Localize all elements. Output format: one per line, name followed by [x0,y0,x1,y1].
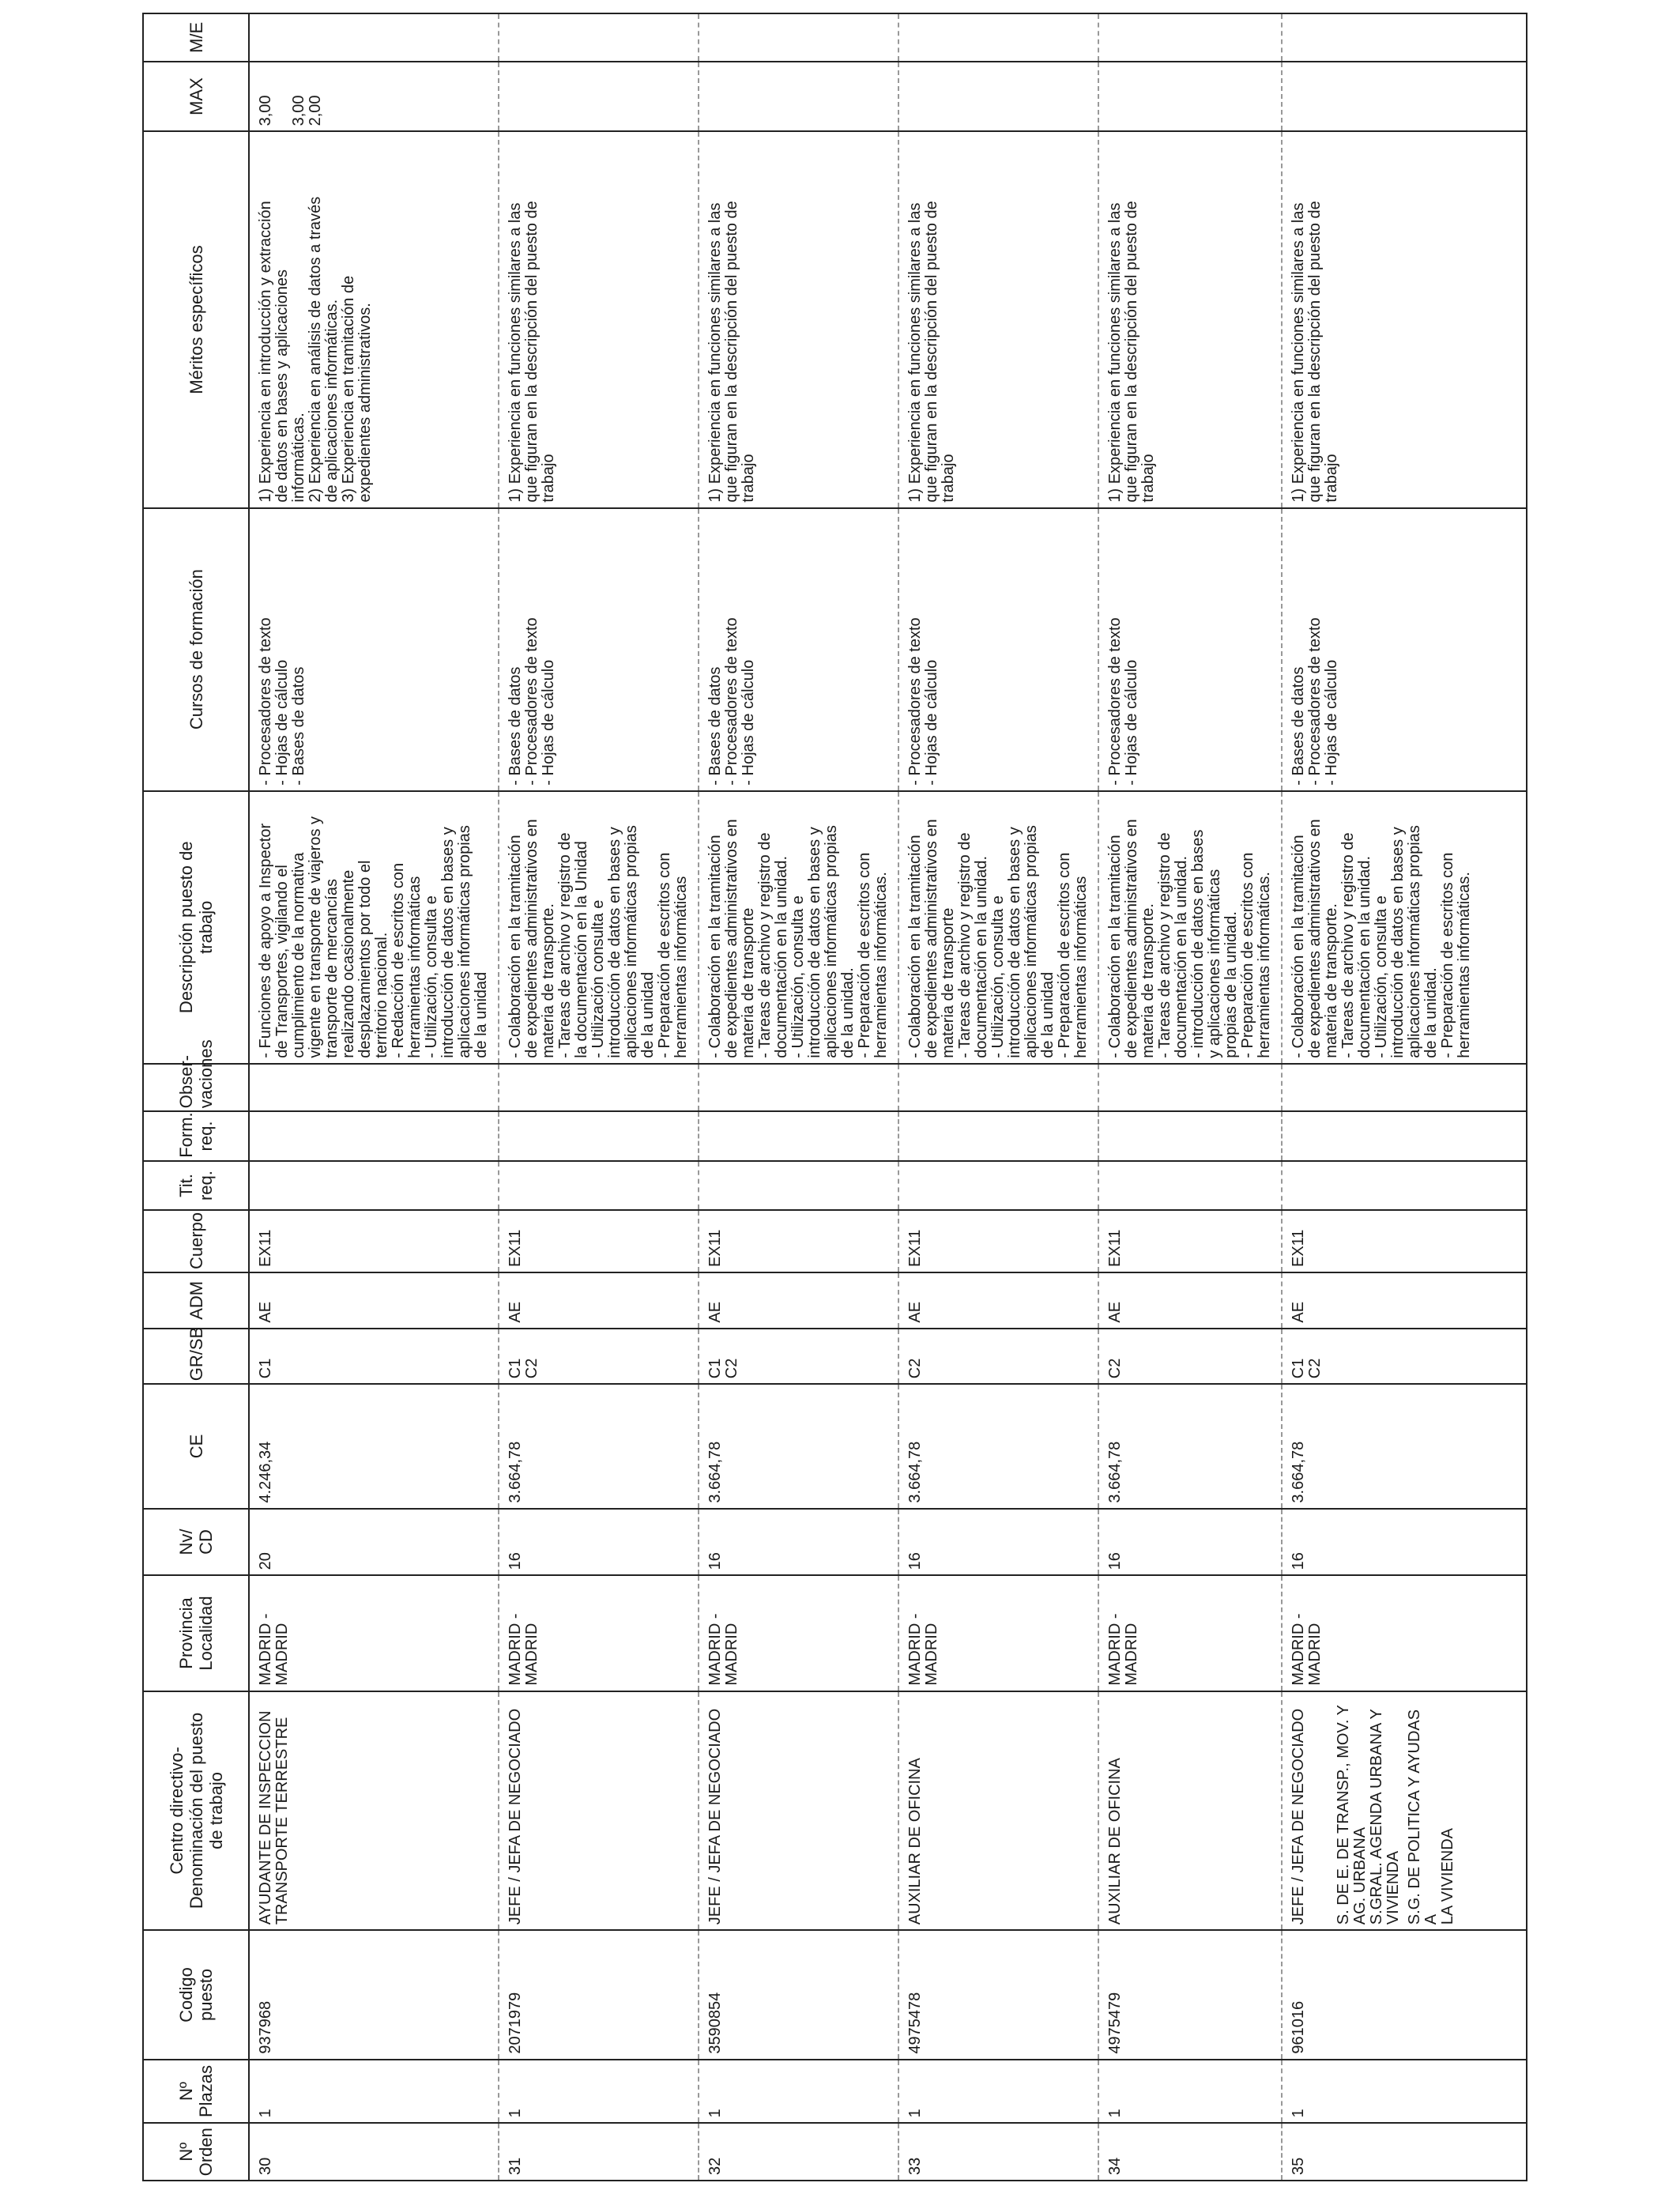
cursos-line: - Hojas de cálculo [1123,659,1140,786]
cell-titulacion [898,1161,1098,1211]
cell-nivel: 16 [1098,1509,1282,1576]
descripcion-line: herramientas informáticas. [872,872,890,1058]
cell-observaciones [499,1064,699,1112]
cell-orden: 35 [1282,2123,1527,2181]
cell-descripcion [699,791,898,1064]
cell-orden: 32 [699,2123,898,2181]
cell-meritos [699,131,898,507]
meritos-line: 1) Experiencia en introducción y extracción [257,201,274,503]
cell-titulacion [1098,1161,1282,1211]
footer-line: VIVIENDA [1384,1850,1402,1925]
cell-max [1282,62,1527,132]
cell-formacion [249,1111,499,1161]
meritos-line: informáticas. [290,413,307,503]
meritos-line: 2) Experiencia en análisis de datos a través [307,196,324,503]
meritos-line: trabajo [540,454,557,503]
descripcion-line: - Funciones de apoyo a Inspector [257,823,274,1058]
table-row [898,13,1098,2181]
descripcion-line: de expedientes administrativos en [1306,819,1324,1058]
cell-grupo [1098,1329,1282,1385]
cell-max [898,62,1098,132]
cell-me [1282,13,1527,62]
cell-observaciones [1098,1064,1282,1112]
cursos-line: - Bases de datos [706,666,724,786]
descripcion-line: realizando ocasionalmente [340,869,357,1058]
descripcion-line: - Tareas de archivo y registro de [956,832,974,1058]
cell-formacion [699,1111,898,1161]
footer-group1 [1335,1697,1402,1925]
footer-group2 [1407,1697,1456,1925]
centro-line: JEFE / JEFA DE NEGOCIADO [706,1708,724,1925]
meritos-line: 1) Experiencia en funciones similares a las [1106,202,1124,503]
cell-codigo: 4975479 [1098,1930,1282,2059]
cell-orden: 33 [898,2123,1098,2181]
centro-line: AUXILIAR DE OFICINA [906,1758,924,1925]
cell-ce: 3.664,78 [499,1384,699,1508]
cell-descripcion [898,791,1098,1064]
cell-adm: AE [1098,1272,1282,1329]
cell-plazas: 1 [499,2060,699,2124]
cell-observaciones [699,1064,898,1112]
meritos-line: que figuran en la descripción del puesto de [723,201,740,503]
max-line [274,67,291,126]
descripcion-line: - Preparación de escritos con [656,852,673,1058]
cell-codigo: 3590854 [699,1930,898,2059]
meritos-line: trabajo [940,454,957,503]
header-plazas: Nº Plazas [143,2060,249,2124]
descripcion-line: materia de transporte [940,907,957,1058]
descripcion-line: de la unidad. [839,967,857,1058]
header-ce: CE [143,1384,249,1508]
descripcion-line: de la unidad [639,971,657,1058]
provincia-line: MADRID - [1290,1613,1307,1686]
cell-plazas: 1 [1282,2060,1527,2124]
footer-line: LA VIVIENDA [1439,1827,1456,1925]
header-codigo: Codigo puesto [143,1930,249,2059]
cell-plazas: 1 [898,2060,1098,2124]
cell-grupo [499,1329,699,1385]
cell-descripcion [249,791,499,1064]
grupo-line: C1 [706,1358,724,1379]
descripcion-line: - Preparación de escritos con [1439,852,1456,1058]
header-orden: Nº Orden [143,2123,249,2181]
footer-organization-block [1335,1697,1456,1925]
cell-ce: 3.664,78 [898,1384,1098,1508]
cell-titulacion [699,1161,898,1211]
descripcion-line: - Utilización, consulta e [1373,895,1390,1058]
cell-centro [1098,1691,1282,1931]
table-row [1098,13,1282,2181]
cell-cuerpo: EX11 [1098,1210,1282,1272]
cell-max [249,62,499,132]
cell-codigo: 4975478 [898,1930,1098,2059]
cell-adm: AE [499,1272,699,1329]
cell-centro [699,1691,898,1931]
cell-meritos [1282,131,1527,507]
cursos-line: - Hojas de cálculo [540,659,557,786]
descripcion-line: materia de transporte. [1323,903,1340,1058]
cursos-line: - Bases de datos [507,666,524,786]
descripcion-line: - Utilización consulta e [590,899,607,1058]
cell-max [699,62,898,132]
descripcion-line: cumplimiento de la normativa [290,852,307,1058]
cursos-line: - Bases de datos [290,666,307,786]
cell-titulacion [499,1161,699,1211]
grupo-line: C1 [507,1358,524,1379]
provincia-line: MADRID - [706,1613,724,1686]
cell-provincia [1098,1575,1282,1691]
descripcion-line: propias de la unidad. [1222,911,1240,1058]
cell-observaciones [249,1064,499,1112]
cell-centro [1282,1691,1527,1931]
meritos-line: que figuran en la descripción del puesto de [523,201,541,503]
header-me: M/E [143,13,249,62]
table-body [249,13,1527,2181]
descripcion-line: la documentación en la Unidad [573,841,590,1058]
cell-nivel: 16 [699,1509,898,1576]
centro-line: AYUDANTE DE INSPECCION [257,1710,274,1925]
cell-cuerpo: EX11 [1282,1210,1527,1272]
cell-descripcion [1098,791,1282,1064]
cell-provincia [898,1575,1098,1691]
max-line: 2,00 [307,95,324,126]
descripcion-line: - Utilización, consulta e [989,895,1007,1058]
provincia-line: MADRID [523,1623,541,1686]
cell-provincia [699,1575,898,1691]
descripcion-line: - Colaboración en la tramitación [1106,835,1124,1058]
cell-titulacion [1282,1161,1527,1211]
grupo-line: C1 [257,1358,274,1379]
cell-adm: AE [249,1272,499,1329]
cell-codigo: 937968 [249,1930,499,2059]
cell-observaciones [1282,1064,1527,1112]
meritos-line: trabajo [1323,454,1340,503]
provincia-line: MADRID [923,1623,940,1686]
cell-cursos [898,508,1098,791]
cell-plazas: 1 [1098,2060,1282,2124]
cell-ce: 4.246,34 [249,1384,499,1508]
descripcion-line: documentación en la unidad. [773,855,790,1058]
cell-provincia [1282,1575,1527,1691]
provincia-line: MADRID [273,1623,291,1686]
descripcion-line: de expedientes administrativos en [523,819,541,1058]
grupo-line: C1 [1290,1358,1307,1379]
cell-descripcion [1282,791,1527,1064]
cell-meritos [249,131,499,507]
table-row [249,13,499,2181]
descripcion-line: - Tareas de archivo y registro de [756,832,774,1058]
cursos-line: - Hojas de cálculo [740,659,757,786]
provincia-line: MADRID - [1106,1613,1124,1686]
cell-provincia [499,1575,699,1691]
descripcion-line: - Tareas de archivo y registro de [1339,832,1357,1058]
descripcion-line: aplicaciones informáticas propias [623,825,640,1058]
descripcion-line: - Preparación de escritos con [1239,852,1256,1058]
provincia-line: MADRID [1123,1623,1140,1686]
table-row [699,13,898,2181]
max-line: 3,00 [290,95,307,126]
cell-max [1098,62,1282,132]
cursos-line: - Hojas de cálculo [1323,659,1340,786]
header-max: MAX [143,62,249,132]
header-meritos: Méritos específicos [143,131,249,507]
cursos-line: - Procesadores de texto [1306,617,1324,786]
descripcion-line: aplicaciones informáticas propias [1406,825,1423,1058]
descripcion-line: - Colaboración en la tramitación [906,835,924,1058]
cell-observaciones [898,1064,1098,1112]
descripcion-line: aplicaciones informáticas propias [823,825,840,1058]
cell-adm: AE [699,1272,898,1329]
cell-nivel: 16 [898,1509,1098,1576]
centro-line: TRANSPORTE TERRESTRE [273,1717,291,1925]
meritos-line: trabajo [740,454,757,503]
meritos-line: 1) Experiencia en funciones similares a las [706,202,724,503]
header-centro: Centro directivo- Denominación del puesto de trabajo [143,1691,249,1931]
cell-formacion [499,1111,699,1161]
cell-ce: 3.664,78 [1282,1384,1527,1508]
descripcion-line: desplazamientos por todo el [356,860,374,1058]
descripcion-line: territorio nacional. [373,932,390,1058]
descripcion-line: - Colaboración en la tramitación [507,835,524,1058]
cursos-line: - Hojas de cálculo [923,659,940,786]
cursos-line: - Hojas de cálculo [273,659,291,786]
cell-me [699,13,898,62]
cursos-line: - Procesadores de texto [723,617,740,786]
provincia-line: MADRID - [507,1613,524,1686]
cell-meritos [1098,131,1282,507]
cell-plazas: 1 [249,2060,499,2124]
descripcion-line: introducción de datos en bases y [806,827,823,1058]
cell-grupo [699,1329,898,1385]
grupo-line: C2 [523,1358,541,1379]
provincia-line: MADRID - [906,1613,924,1686]
descripcion-line: de expedientes administrativos en [723,819,740,1058]
cursos-line: - Bases de datos [1290,666,1307,786]
descripcion-line: - Preparación de escritos con [1056,852,1073,1058]
descripcion-line: - Colaboración en la tramitación [1290,835,1307,1058]
table-row [499,13,699,2181]
cell-max [499,62,699,132]
descripcion-line: de la unidad [1039,971,1057,1058]
header-titulacion: Tit. req. [143,1161,249,1211]
cell-provincia [249,1575,499,1691]
descripcion-line: - Tareas de archivo y registro de [556,832,574,1058]
cursos-line: - Procesadores de texto [1106,617,1124,786]
cell-orden: 34 [1098,2123,1282,2181]
descripcion-line: - Utilización, consulta e [423,895,440,1058]
cell-formacion [1098,1111,1282,1161]
descripcion-line: materia de transporte [740,907,757,1058]
cell-descripcion [499,791,699,1064]
cell-me [499,13,699,62]
cell-centro [898,1691,1098,1931]
cell-cursos [1282,508,1527,791]
table-row [1282,13,1527,2181]
meritos-line: trabajo [1139,454,1157,503]
header-nivel: Nv/ CD [143,1509,249,1576]
cell-grupo [249,1329,499,1385]
grupo-line: C2 [723,1358,740,1379]
cell-me [249,13,499,62]
descripcion-line: de la unidad. [1422,967,1440,1058]
footer-line: S. DE E. DE TRANSP., MOV. Y [1335,1704,1352,1925]
cell-adm: AE [898,1272,1098,1329]
meritos-line: 1) Experiencia en funciones similares a las [1290,202,1307,503]
descripcion-line: herramientas informáticas [406,876,424,1058]
cell-formacion [898,1111,1098,1161]
grupo-line: C2 [1306,1358,1324,1379]
descripcion-line: introducción de datos en bases y [1006,827,1023,1058]
descripcion-line: - introducción de datos en bases [1189,829,1207,1058]
cell-formacion [1282,1111,1527,1161]
descripcion-line: aplicaciones informáticas propias [1023,825,1040,1058]
provincia-line: MADRID [723,1623,740,1686]
meritos-line: de aplicaciones informáticas. [323,299,341,503]
cell-orden: 30 [249,2123,499,2181]
descripcion-line: y aplicaciones informáticas [1206,869,1223,1058]
provincia-line: MADRID - [257,1613,274,1686]
descripcion-line: de Transportes, vigilando el [273,865,291,1058]
cell-centro [249,1691,499,1931]
cell-cuerpo: EX11 [249,1210,499,1272]
descripcion-line: introducción de datos en bases y [439,827,457,1058]
centro-line: AUXILIAR DE OFICINA [1106,1758,1124,1925]
cell-orden: 31 [499,2123,699,2181]
cell-centro [499,1691,699,1931]
cell-nivel: 16 [1282,1509,1527,1576]
meritos-line: 3) Experiencia en tramitación de [340,275,357,503]
cell-plazas: 1 [699,2060,898,2124]
meritos-line: 1) Experiencia en funciones similares a las [906,202,924,503]
centro-line: JEFE / JEFA DE NEGOCIADO [507,1708,524,1925]
cell-cursos [249,508,499,791]
cell-ce: 3.664,78 [699,1384,898,1508]
cell-nivel: 20 [249,1509,499,1576]
descripcion-line: de la unidad [473,971,490,1058]
cell-me [1098,13,1282,62]
descripcion-line: - Utilización, consulta e [789,895,807,1058]
cell-cuerpo: EX11 [699,1210,898,1272]
grupo-line: C2 [1106,1358,1124,1379]
header-row [143,13,249,2181]
footer-line: S.GRAL. AGENDA URBANA Y [1368,1709,1385,1925]
header-cursos: Cursos de formación [143,508,249,791]
cell-cursos [699,508,898,791]
rotated-table-container [142,13,1636,2181]
descripcion-line: de expedientes administrativos en [1123,819,1140,1058]
descripcion-line: materia de transporte. [540,903,557,1058]
cell-adm: AE [1282,1272,1527,1329]
descripcion-line: transporte de mercancías [323,878,341,1058]
cell-ce: 3.664,78 [1098,1384,1282,1508]
descripcion-line: herramientas informáticas [672,876,690,1058]
descripcion-line: documentación en la unidad. [1356,855,1373,1058]
meritos-line: de datos en bases y aplicaciones [273,269,291,503]
descripcion-line: materia de transporte. [1139,903,1157,1058]
descripcion-line: herramientas informáticas [1072,876,1090,1058]
descripcion-line: documentación en la unidad. [973,855,990,1058]
provincia-line: MADRID [1306,1623,1324,1686]
cell-cuerpo: EX11 [898,1210,1098,1272]
descripcion-line: - Tareas de archivo y registro de [1156,832,1173,1058]
job-positions-table [142,13,1527,2181]
meritos-line: que figuran en la descripción del puesto de [1123,201,1140,503]
cursos-line: - Procesadores de texto [906,617,924,786]
cell-grupo [1282,1329,1527,1385]
cell-meritos [499,131,699,507]
descripcion-line: de expedientes administrativos en [923,819,940,1058]
cell-nivel: 16 [499,1509,699,1576]
grupo-line: C2 [906,1358,924,1379]
header-adm: ADM [143,1272,249,1329]
cell-cuerpo: EX11 [499,1210,699,1272]
meritos-line: 1) Experiencia en funciones similares a las [507,202,524,503]
descripcion-line: herramientas informáticas. [1456,872,1473,1058]
header-provincia: Provincia Localidad [143,1575,249,1691]
header-descripcion: Descripción puesto de trabajo [143,791,249,1064]
descripcion-line: documentación en la unidad. [1173,855,1190,1058]
descripcion-line: - Redacción de escritos con [390,862,407,1058]
cell-me [898,13,1098,62]
header-formacion: Form. req. [143,1111,249,1161]
cell-codigo: 2071979 [499,1930,699,2059]
meritos-line: que figuran en la descripción del puesto de [923,201,940,503]
meritos-line: que figuran en la descripción del puesto de [1306,201,1324,503]
cell-titulacion [249,1161,499,1211]
cell-meritos [898,131,1098,507]
header-observaciones: Obser- vaciones [143,1064,249,1112]
cursos-line: - Procesadores de texto [257,617,274,786]
cursos-line: - Procesadores de texto [523,617,541,786]
descripcion-line: - Colaboración en la tramitación [706,835,724,1058]
descripcion-line: introducción de datos en bases y [606,827,623,1058]
cell-cursos [499,508,699,791]
footer-line: S.G. DE POLITICA Y AYUDAS A [1406,1709,1440,1925]
descripcion-line: aplicaciones informáticas propias [456,825,473,1058]
cell-codigo: 961016 [1282,1930,1527,2059]
cell-cursos [1098,508,1282,791]
cell-grupo [898,1329,1098,1385]
centro-line: JEFE / JEFA DE NEGOCIADO [1290,1708,1307,1925]
header-cuerpo: Cuerpo [143,1210,249,1272]
descripcion-line: introducción de datos en bases y [1389,827,1407,1058]
max-line: 3,00 [257,95,274,126]
descripcion-line: herramientas informáticas. [1256,872,1273,1058]
descripcion-line: - Preparación de escritos con [856,852,873,1058]
descripcion-line: vigente en transporte de viajeros y [307,816,324,1058]
meritos-line: expedientes administrativos. [356,303,374,503]
footer-line: AG. URBANA [1351,1826,1369,1925]
header-grupo: GR/SB [143,1329,249,1385]
